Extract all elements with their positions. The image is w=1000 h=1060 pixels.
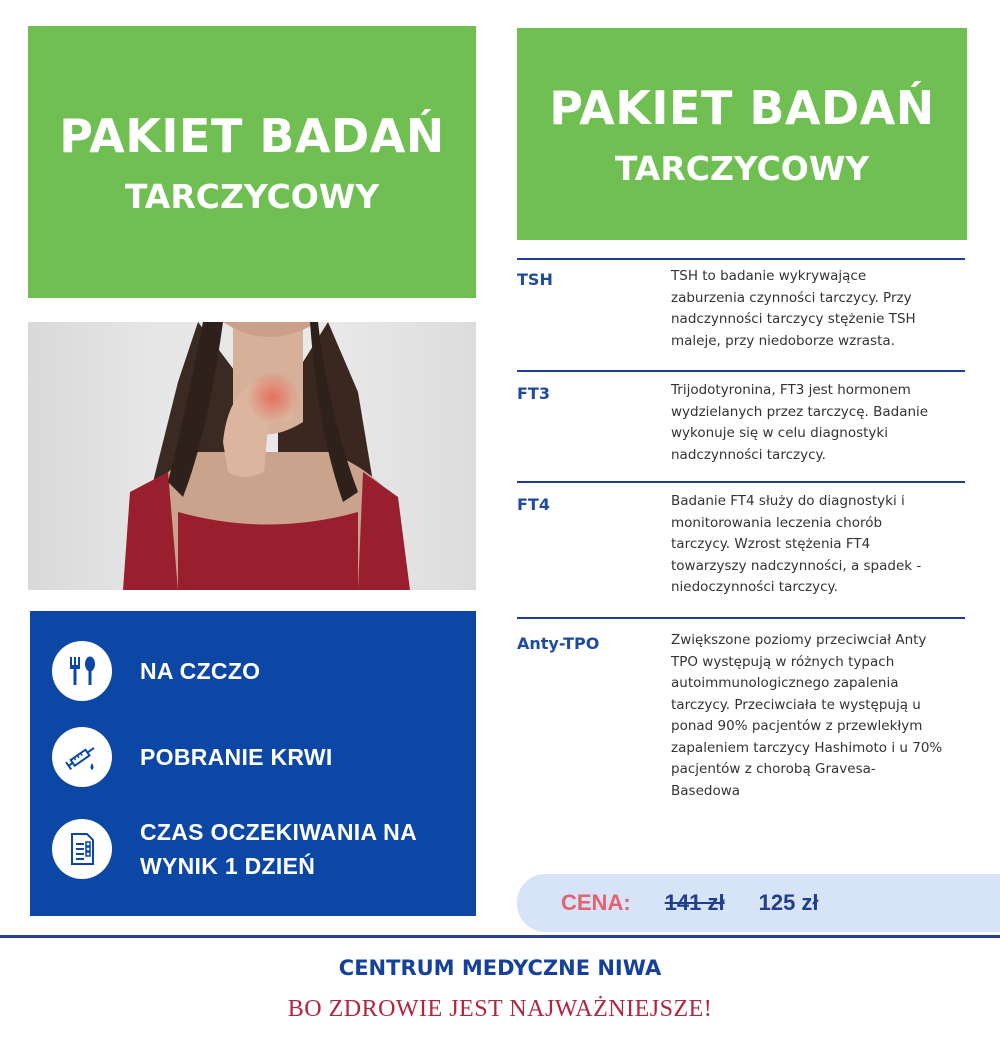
desc-line: maleje, przy niedoborze wzrasta. — [671, 332, 895, 349]
desc-line: wykonuje się w celu diagnostyki — [671, 425, 888, 441]
info-fasting — [52, 641, 260, 701]
info-blood-draw-label: POBRANIE KRWI — [140, 744, 333, 770]
price-label: CENA: — [561, 890, 631, 915]
divider — [517, 370, 965, 372]
desc-line: TPO występują w różnych typach — [671, 653, 895, 670]
footer-divider — [0, 935, 1000, 938]
price-new: 125 zł — [758, 890, 819, 915]
desc-line: pacjentów z chorobą Gravesa- — [671, 761, 876, 777]
test-name-ft4: FT4 — [517, 495, 550, 514]
info-waiting-line-1: CZAS OCZEKIWANIA NA — [140, 819, 418, 845]
info-fasting-label: NA CZCZO — [140, 658, 261, 684]
header-right-subtitle: TARCZYCOWY — [614, 148, 870, 188]
test-name-tsh: TSH — [517, 270, 553, 289]
header-left-banner — [28, 26, 476, 298]
desc-line: niedoczynności tarczycy. — [671, 579, 838, 595]
test-desc-tsh — [671, 266, 961, 352]
divider — [517, 258, 965, 260]
woman-holding-throat-illustration — [28, 322, 476, 590]
test-name-ft3: FT3 — [517, 384, 550, 403]
price-old: 141 zł — [664, 890, 725, 915]
test-name-anty-tpo: Anty-TPO — [517, 634, 600, 653]
desc-line: Badanie FT4 służy do diagnostyki i — [671, 493, 905, 509]
header-left-title: PAKIET BADAŃ — [59, 108, 445, 163]
header-left-subtitle: TARCZYCOWY — [124, 176, 380, 216]
desc-line: nadczynności tarczycy. — [671, 446, 826, 463]
test-desc-ft4 — [671, 491, 961, 599]
clinic-name: CENTRUM MEDYCZNE NIWA — [338, 956, 662, 980]
desc-line: towarzyszy nadczynności, a spadek - — [671, 557, 922, 574]
info-blood-draw — [52, 727, 333, 787]
cutlery-icon — [52, 641, 112, 701]
desc-line: ponad 90% pacjentów z przewlekłym — [671, 718, 923, 734]
info-waiting-time-label — [140, 815, 417, 883]
desc-line: tarczycy. Przeciwciała te występują u — [671, 696, 921, 713]
divider — [517, 617, 965, 619]
clinic-slogan: BO ZDROWIE JEST NAJWAŻNIEJSZE! — [287, 996, 713, 1022]
divider — [517, 481, 965, 483]
info-waiting-line-2: WYNIK 1 DZIEŃ — [140, 853, 316, 879]
header-right-title: PAKIET BADAŃ — [549, 80, 935, 135]
header-right-banner — [517, 28, 967, 240]
desc-line: TSH to badanie wykrywające — [671, 268, 867, 284]
thyroid-photo — [28, 322, 476, 590]
info-panel — [30, 611, 476, 916]
test-desc-ft3 — [671, 380, 961, 466]
desc-line: monitorowania leczenia chorób — [671, 514, 883, 531]
desc-line: Trijodotyronina, FT3 jest hormonem — [671, 382, 911, 398]
price-bar — [517, 874, 1000, 932]
desc-line: Zwiększone poziomy przeciwciał Anty — [671, 632, 927, 648]
desc-line: Basedowa — [671, 782, 741, 799]
desc-line: zaburzenia czynności tarczycy. Przy — [671, 289, 912, 306]
desc-line: zapaleniem tarczycy Hashimoto i u 70% — [671, 739, 943, 756]
syringe-icon — [52, 727, 112, 787]
desc-line: wydzielanych przez tarczycę. Badanie — [671, 403, 929, 420]
test-desc-anty-tpo — [671, 630, 961, 802]
desc-line: nadczynności tarczycy stężenie TSH — [671, 311, 916, 327]
desc-line: autoimmunologicznego zapalenia — [671, 675, 899, 691]
document-checklist-icon — [52, 819, 112, 879]
info-waiting-time — [52, 815, 417, 883]
desc-line: tarczycy. Wzrost stężenia FT4 — [671, 536, 871, 552]
